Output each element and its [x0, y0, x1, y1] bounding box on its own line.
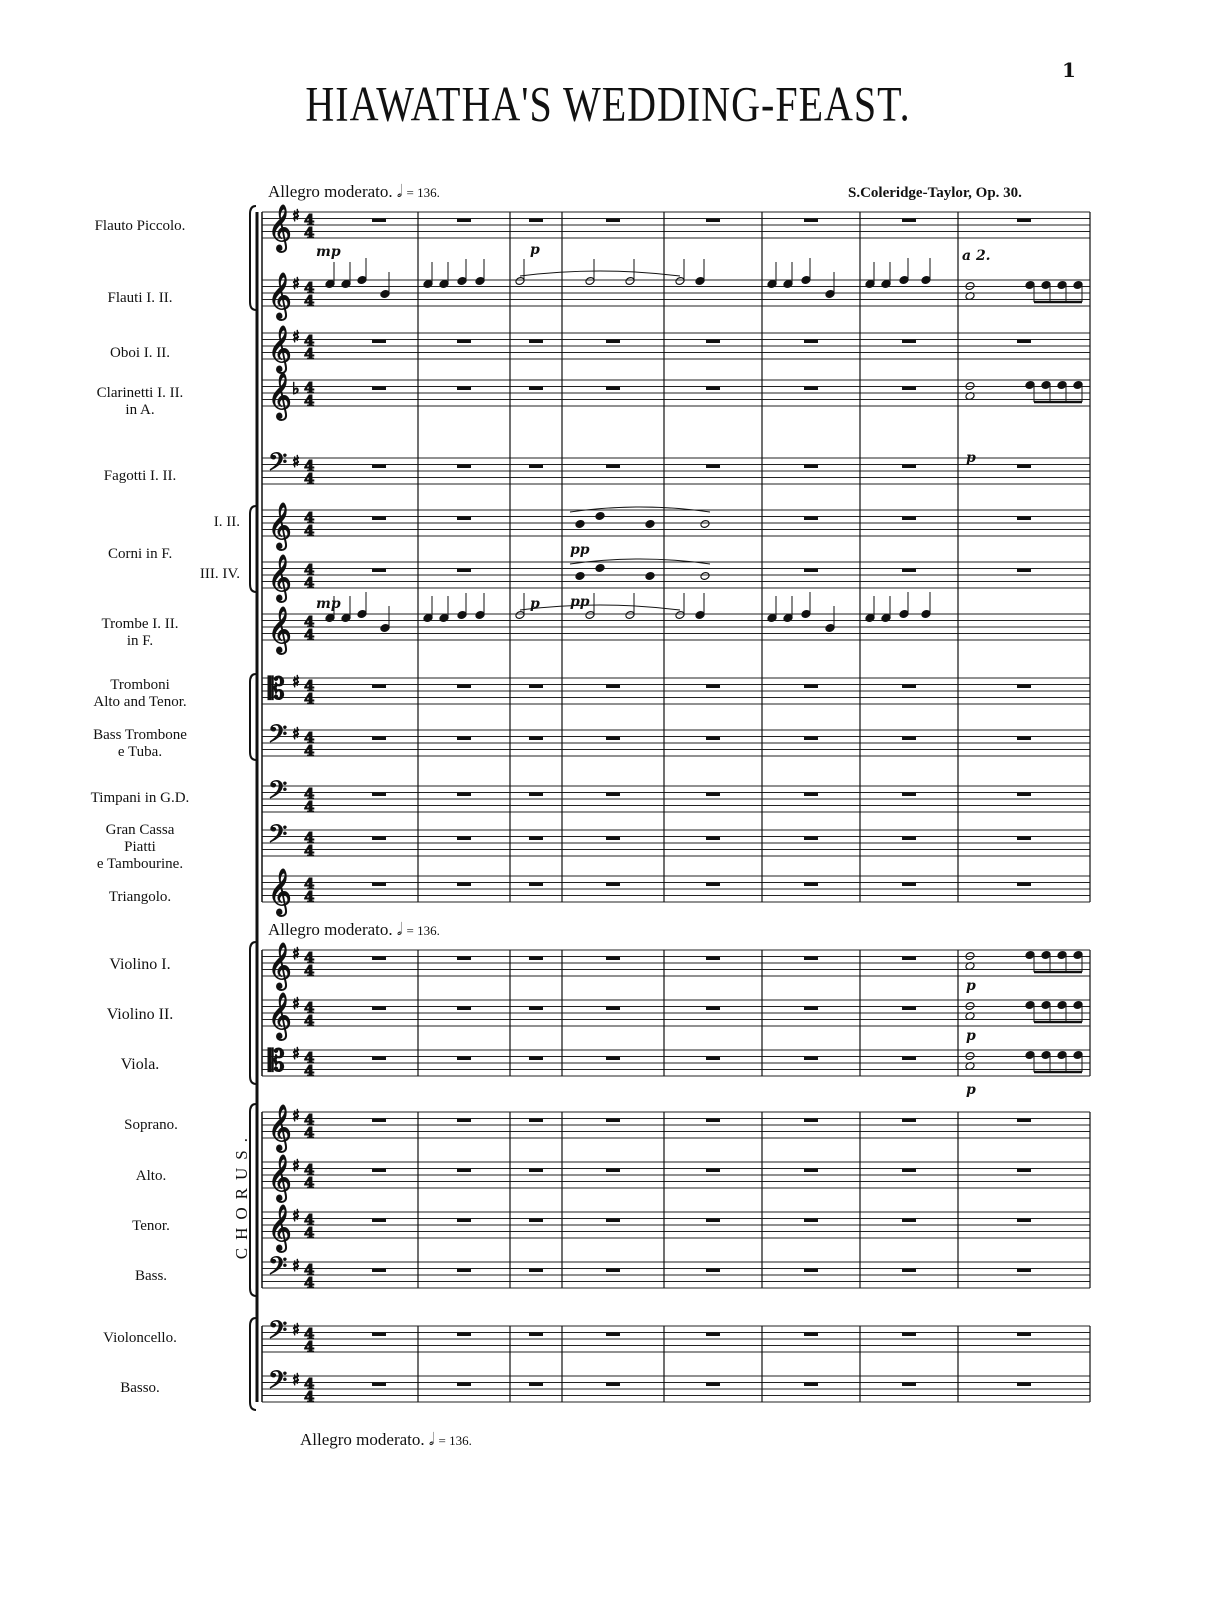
bass-clef-icon: 𝄢 — [268, 448, 288, 483]
whole-rest-icon — [606, 1269, 620, 1273]
whole-rest-icon — [804, 685, 818, 689]
whole-rest-icon — [902, 737, 916, 741]
time-signature-bottom: 4 — [304, 742, 315, 760]
whole-rest-icon — [706, 1057, 720, 1061]
whole-rest-icon — [804, 737, 818, 741]
whole-rest-icon — [902, 340, 916, 344]
time-signature-top: 4 — [304, 1211, 315, 1229]
time-signature-top: 4 — [304, 457, 315, 475]
time-signature-top: 4 — [304, 509, 315, 527]
whole-rest-icon — [804, 1119, 818, 1123]
whole-rest-icon — [606, 465, 620, 469]
whole-rest-icon — [606, 957, 620, 961]
sharp-icon: ♯ — [292, 1106, 300, 1125]
whole-rest-icon — [457, 793, 471, 797]
treble-clef-icon: 𝄞 — [268, 373, 292, 419]
horn-note — [595, 512, 605, 521]
whole-rest-icon — [804, 957, 818, 961]
whole-rest-icon — [529, 883, 543, 887]
time-signature-top: 4 — [304, 379, 315, 397]
sharp-icon: ♯ — [292, 1320, 300, 1339]
time-signature-top: 4 — [304, 829, 315, 847]
bass-clef-icon: 𝄢 — [268, 776, 288, 811]
whole-rest-icon — [606, 1169, 620, 1173]
label-violino1: Violino I. — [109, 956, 171, 973]
time-signature-bottom: 4 — [304, 1338, 315, 1356]
whole-rest-icon — [529, 1219, 543, 1223]
metronome-value: = 136. — [406, 923, 440, 938]
chorus-text: CHORUS. — [232, 1130, 251, 1260]
label-bass: Bass. — [134, 1268, 168, 1284]
slur — [520, 605, 680, 610]
whole-rest-icon — [606, 1119, 620, 1123]
whole-rest-icon — [529, 1383, 543, 1387]
label-tenor: Tenor. — [132, 1218, 170, 1234]
time-signature-top: 4 — [304, 875, 315, 893]
time-signature-top: 4 — [304, 211, 315, 229]
whole-rest-icon — [372, 883, 386, 887]
whole-rest-icon — [1017, 340, 1031, 344]
whole-rest-icon — [457, 1269, 471, 1273]
treble-clef-icon: 𝄞 — [268, 869, 292, 915]
label-tromboni: Tromboni Alto and Tenor. — [93, 677, 187, 710]
treble-clef-icon: 𝄞 — [268, 503, 292, 549]
label-piccolo: Flauto Piccolo. — [94, 218, 186, 234]
whole-rest-icon — [1017, 465, 1031, 469]
whole-rest-icon — [1017, 1269, 1031, 1273]
time-signature-top: 4 — [304, 613, 315, 631]
time-signature-top: 4 — [304, 999, 315, 1017]
time-signature-bottom: 4 — [304, 1388, 315, 1406]
whole-rest-icon — [372, 1333, 386, 1337]
whole-rest-icon — [372, 1269, 386, 1273]
time-signature-top: 4 — [304, 677, 315, 695]
page-number: 1 — [1062, 58, 1076, 82]
label-basso: Basso. — [120, 1380, 160, 1396]
whole-rest-icon — [804, 793, 818, 797]
whole-rest-icon — [706, 387, 720, 391]
time-signature-bottom: 4 — [304, 1224, 315, 1242]
dynamic-a2: a 2. — [962, 248, 991, 264]
sharp-icon: ♯ — [292, 1156, 300, 1175]
whole-rest-icon — [372, 837, 386, 841]
whole-rest-icon — [706, 837, 720, 841]
whole-rest-icon — [902, 883, 916, 887]
whole-rest-icon — [606, 793, 620, 797]
whole-rest-icon — [529, 387, 543, 391]
sharp-icon: ♯ — [292, 206, 300, 225]
whole-rest-icon — [804, 1333, 818, 1337]
whole-rest-icon — [706, 1383, 720, 1387]
whole-rest-icon — [804, 1219, 818, 1223]
sharp-icon: ♯ — [292, 274, 300, 293]
whole-rest-icon — [1017, 569, 1031, 573]
sharp-icon: ♯ — [292, 327, 300, 346]
chorus-bracket — [250, 1104, 256, 1296]
whole-rest-icon — [706, 1007, 720, 1011]
whole-rest-icon — [1017, 517, 1031, 521]
tempo-text: Allegro moderato. — [300, 1430, 425, 1449]
bass-clef-icon: 𝄢 — [268, 1366, 288, 1401]
whole-rest-icon — [529, 1333, 543, 1337]
whole-rest-icon — [706, 1119, 720, 1123]
whole-rest-icon — [804, 883, 818, 887]
horn-note — [595, 564, 605, 573]
label-timpani: Timpani in G.D. — [90, 790, 190, 806]
whole-rest-icon — [706, 219, 720, 223]
whole-rest-icon — [457, 837, 471, 841]
tempo-text: Allegro moderato. — [268, 182, 393, 201]
label-corni-12: I. II. — [213, 514, 240, 530]
time-signature-top: 4 — [304, 1111, 315, 1129]
whole-rest-icon — [529, 219, 543, 223]
treble-clef-icon: 𝄞 — [268, 943, 292, 989]
whole-rest-icon — [457, 1007, 471, 1011]
woodwind-bracket — [250, 206, 256, 310]
whole-rest-icon — [706, 793, 720, 797]
time-signature-bottom: 4 — [304, 1174, 315, 1192]
whole-rest-icon — [372, 1219, 386, 1223]
horn-note — [645, 572, 655, 581]
whole-rest-icon — [457, 1333, 471, 1337]
page-title: HIAWATHA'S WEDDING-FEAST. — [305, 75, 911, 132]
bass-clef-icon: 𝄢 — [268, 1252, 288, 1287]
whole-rest-icon — [606, 1333, 620, 1337]
dynamic-p: p — [530, 242, 540, 258]
whole-rest-icon — [529, 1269, 543, 1273]
whole-rest-icon — [457, 1119, 471, 1123]
whole-rest-icon — [804, 1269, 818, 1273]
label-gran-cassa: Gran Cassa Piatti e Tambourine. — [96, 822, 184, 872]
half-note-icon: 𝅗𝅥 — [396, 920, 403, 940]
whole-rest-icon — [372, 1057, 386, 1061]
whole-rest-icon — [372, 465, 386, 469]
whole-rest-icon — [902, 685, 916, 689]
whole-rest-icon — [606, 1383, 620, 1387]
time-signature-bottom: 4 — [304, 888, 315, 906]
time-signature-bottom: 4 — [304, 842, 315, 860]
whole-rest-icon — [804, 1057, 818, 1061]
label-alto: Alto. — [135, 1168, 167, 1184]
whole-rest-icon — [606, 837, 620, 841]
whole-rest-icon — [902, 569, 916, 573]
whole-rest-icon — [1017, 793, 1031, 797]
time-signature-bottom: 4 — [304, 574, 315, 592]
whole-rest-icon — [529, 837, 543, 841]
whole-rest-icon — [804, 387, 818, 391]
time-signature-top: 4 — [304, 1261, 315, 1279]
tempo-text: Allegro moderato. — [268, 920, 393, 939]
label-violoncello: Violoncello. — [103, 1330, 177, 1346]
whole-rest-icon — [529, 685, 543, 689]
whole-rest-icon — [804, 1007, 818, 1011]
label-oboi: Oboi I. II. — [110, 345, 170, 361]
whole-rest-icon — [1017, 1219, 1031, 1223]
whole-rest-icon — [606, 1219, 620, 1223]
dynamic-mp: mp — [316, 244, 341, 260]
time-signature-bottom: 4 — [304, 798, 315, 816]
time-signature-bottom: 4 — [304, 626, 315, 644]
whole-rest-icon — [529, 737, 543, 741]
sharp-icon: ♯ — [292, 672, 300, 691]
horn-bracket — [250, 506, 256, 592]
whole-rest-icon — [902, 1333, 916, 1337]
whole-rest-icon — [529, 957, 543, 961]
metronome-value: = 136. — [438, 1433, 472, 1448]
whole-rest-icon — [606, 1057, 620, 1061]
whole-rest-icon — [706, 340, 720, 344]
whole-rest-icon — [902, 1269, 916, 1273]
sharp-icon: ♯ — [292, 994, 300, 1013]
whole-rest-icon — [372, 793, 386, 797]
half-note-icon: 𝅗𝅥 — [396, 182, 403, 202]
label-trombe: Trombe I. II. in F. — [101, 616, 179, 649]
whole-rest-icon — [457, 465, 471, 469]
whole-rest-icon — [457, 957, 471, 961]
whole-rest-icon — [529, 465, 543, 469]
label-soprano: Soprano. — [124, 1117, 178, 1133]
flat-icon: ♭ — [292, 379, 300, 398]
whole-rest-icon — [1017, 737, 1031, 741]
dynamic-pp: pp — [570, 594, 590, 610]
sharp-icon: ♯ — [292, 944, 300, 963]
whole-rest-icon — [804, 219, 818, 223]
time-signature-bottom: 4 — [304, 1124, 315, 1142]
whole-rest-icon — [529, 793, 543, 797]
whole-rest-icon — [1017, 685, 1031, 689]
time-signature-bottom: 4 — [304, 522, 315, 540]
treble-clef-icon: 𝄞 — [268, 555, 292, 601]
label-flauti: Flauti I. II. — [107, 290, 173, 306]
alto-clef-icon: 𝄡 — [268, 1044, 285, 1079]
dynamic-p: p — [530, 596, 540, 612]
whole-rest-icon — [902, 837, 916, 841]
treble-clef-icon: 𝄞 — [268, 273, 292, 319]
label-violino2: Violino II. — [106, 1006, 174, 1023]
whole-rest-icon — [902, 793, 916, 797]
whole-rest-icon — [706, 883, 720, 887]
whole-rest-icon — [529, 1119, 543, 1123]
whole-rest-icon — [529, 1007, 543, 1011]
treble-clef-icon: 𝄞 — [268, 607, 292, 653]
whole-rest-icon — [372, 569, 386, 573]
whole-rest-icon — [1017, 1119, 1031, 1123]
whole-rest-icon — [902, 465, 916, 469]
whole-rest-icon — [457, 1169, 471, 1173]
whole-rest-icon — [1017, 1383, 1031, 1387]
bass-clef-icon: 𝄢 — [268, 820, 288, 855]
whole-rest-icon — [372, 737, 386, 741]
time-signature-bottom: 4 — [304, 690, 315, 708]
whole-rest-icon — [804, 517, 818, 521]
horn-note — [575, 520, 585, 529]
whole-rest-icon — [1017, 219, 1031, 223]
whole-rest-icon — [457, 1219, 471, 1223]
time-signature-top: 4 — [304, 785, 315, 803]
whole-rest-icon — [372, 685, 386, 689]
slur — [520, 271, 680, 276]
whole-rest-icon — [902, 387, 916, 391]
time-signature-bottom: 4 — [304, 292, 315, 310]
treble-clef-icon: 𝄞 — [268, 1155, 292, 1201]
sharp-icon: ♯ — [292, 1206, 300, 1225]
whole-rest-icon — [902, 219, 916, 223]
whole-rest-icon — [606, 219, 620, 223]
whole-rest-icon — [529, 1057, 543, 1061]
whole-rest-icon — [902, 1007, 916, 1011]
whole-rest-icon — [606, 685, 620, 689]
dynamic-mp: mp — [316, 596, 341, 612]
whole-rest-icon — [902, 957, 916, 961]
whole-rest-icon — [606, 340, 620, 344]
composer-credit: S.Coleridge-Taylor, Op. 30. — [848, 185, 1022, 201]
whole-rest-icon — [457, 1383, 471, 1387]
time-signature-top: 4 — [304, 332, 315, 350]
label-bass-trombone: Bass Trombone e Tuba. — [93, 727, 187, 760]
whole-rest-icon — [372, 957, 386, 961]
time-signature-bottom: 4 — [304, 345, 315, 363]
sharp-icon: ♯ — [292, 724, 300, 743]
label-clarinetti: Clarinetti I. II. in A. — [96, 385, 184, 418]
whole-rest-icon — [457, 517, 471, 521]
time-signature-top: 4 — [304, 949, 315, 967]
whole-rest-icon — [606, 1007, 620, 1011]
treble-clef-icon: 𝄞 — [268, 993, 292, 1039]
whole-rest-icon — [804, 1383, 818, 1387]
time-signature-top: 4 — [304, 729, 315, 747]
whole-rest-icon — [902, 1219, 916, 1223]
whole-rest-icon — [457, 1057, 471, 1061]
whole-rest-icon — [1017, 837, 1031, 841]
whole-rest-icon — [706, 957, 720, 961]
whole-rest-icon — [902, 517, 916, 521]
whole-rest-icon — [372, 1007, 386, 1011]
whole-rest-icon — [529, 340, 543, 344]
time-signature-bottom: 4 — [304, 962, 315, 980]
sharp-icon: ♯ — [292, 452, 300, 471]
sharp-icon: ♯ — [292, 1370, 300, 1389]
label-viola: Viola. — [120, 1056, 160, 1073]
label-fagotti: Fagotti I. II. — [103, 468, 177, 484]
whole-rest-icon — [706, 465, 720, 469]
treble-clef-icon: 𝄞 — [268, 1205, 292, 1251]
whole-rest-icon — [372, 1119, 386, 1123]
label-triangolo: Triangolo. — [108, 889, 172, 905]
label-corni-34: III. IV. — [199, 566, 240, 582]
whole-rest-icon — [706, 1219, 720, 1223]
half-note-icon: 𝅗𝅥 — [428, 1430, 435, 1450]
whole-rest-icon — [372, 340, 386, 344]
treble-clef-icon: 𝄞 — [268, 205, 292, 251]
whole-rest-icon — [902, 1119, 916, 1123]
whole-rest-icon — [372, 387, 386, 391]
low-strings-bracket — [250, 1318, 256, 1410]
time-signature-bottom: 4 — [304, 224, 315, 242]
whole-rest-icon — [902, 1169, 916, 1173]
dynamic-p: p — [966, 1028, 976, 1044]
time-signature-top: 4 — [304, 1161, 315, 1179]
whole-rest-icon — [706, 1169, 720, 1173]
horn-note — [700, 520, 710, 529]
time-signature-bottom: 4 — [304, 392, 315, 410]
time-signature-top: 4 — [304, 561, 315, 579]
whole-rest-icon — [457, 569, 471, 573]
bass-clef-icon: 𝄢 — [268, 1316, 288, 1351]
label-corni-group: Corni in F. — [108, 546, 173, 562]
dynamic-p: p — [966, 978, 976, 994]
whole-rest-icon — [706, 737, 720, 741]
time-signature-top: 4 — [304, 1049, 315, 1067]
whole-rest-icon — [457, 340, 471, 344]
dynamic-p: p — [966, 1082, 976, 1098]
horn-note — [700, 572, 710, 581]
dynamic-p: p — [966, 450, 976, 466]
whole-rest-icon — [902, 1383, 916, 1387]
whole-rest-icon — [457, 685, 471, 689]
whole-rest-icon — [457, 387, 471, 391]
time-signature-top: 4 — [304, 1325, 315, 1343]
whole-rest-icon — [372, 1169, 386, 1173]
horn-note — [645, 520, 655, 529]
time-signature-top: 4 — [304, 279, 315, 297]
whole-rest-icon — [606, 737, 620, 741]
whole-rest-icon — [372, 517, 386, 521]
whole-rest-icon — [706, 1333, 720, 1337]
whole-rest-icon — [706, 1269, 720, 1273]
treble-clef-icon: 𝄞 — [268, 326, 292, 372]
whole-rest-icon — [372, 219, 386, 223]
whole-rest-icon — [706, 685, 720, 689]
whole-rest-icon — [804, 569, 818, 573]
whole-rest-icon — [804, 340, 818, 344]
metronome-value: = 136. — [406, 185, 440, 200]
whole-rest-icon — [804, 1169, 818, 1173]
whole-rest-icon — [606, 387, 620, 391]
whole-rest-icon — [529, 1169, 543, 1173]
trombone-bracket — [250, 674, 256, 760]
whole-rest-icon — [606, 883, 620, 887]
dynamic-pp: pp — [570, 542, 590, 558]
time-signature-bottom: 4 — [304, 470, 315, 488]
time-signature-bottom: 4 — [304, 1062, 315, 1080]
whole-rest-icon — [1017, 1169, 1031, 1173]
whole-rest-icon — [902, 1057, 916, 1061]
time-signature-bottom: 4 — [304, 1274, 315, 1292]
whole-rest-icon — [457, 219, 471, 223]
horn-note — [575, 572, 585, 581]
whole-rest-icon — [372, 1383, 386, 1387]
alto-clef-icon: 𝄡 — [268, 672, 285, 707]
time-signature-top: 4 — [304, 1375, 315, 1393]
whole-rest-icon — [804, 465, 818, 469]
whole-rest-icon — [457, 737, 471, 741]
whole-rest-icon — [804, 837, 818, 841]
whole-rest-icon — [1017, 883, 1031, 887]
strings-bracket — [250, 942, 256, 1084]
time-signature-bottom: 4 — [304, 1012, 315, 1030]
sharp-icon: ♯ — [292, 1044, 300, 1063]
whole-rest-icon — [457, 883, 471, 887]
sharp-icon: ♯ — [292, 1256, 300, 1275]
whole-rest-icon — [1017, 1333, 1031, 1337]
bass-clef-icon: 𝄢 — [268, 720, 288, 755]
treble-clef-icon: 𝄞 — [268, 1105, 292, 1151]
